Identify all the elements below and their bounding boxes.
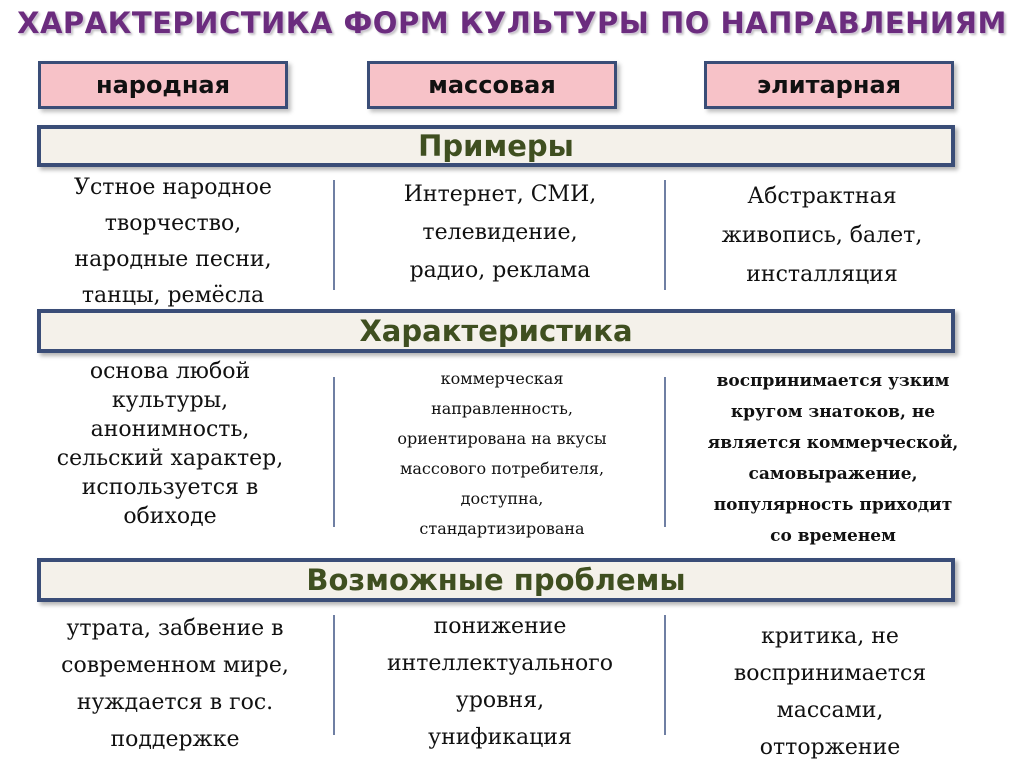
column-divider bbox=[333, 180, 335, 290]
problems-elite: критика, не воспринимается массами, отторжение bbox=[733, 624, 927, 760]
section-heading-problems: Возможные проблемы bbox=[37, 558, 955, 602]
characteristics-elite: воспринимается узким кругом знатоков, не является коммерческой, самовыражение, популярность приходит со временем bbox=[707, 371, 959, 546]
column-divider bbox=[333, 615, 335, 735]
examples-mass: Интернет, СМИ, телевидение, радио, реклама bbox=[403, 182, 597, 283]
page-title: ХАРАКТЕРИСТИКА ФОРМ КУЛЬТУРЫ ПО НАПРАВЛЕНИЯМ bbox=[17, 6, 1007, 40]
column-divider bbox=[333, 377, 335, 527]
category-folk: народная bbox=[38, 61, 288, 109]
problems-mass: понижение интеллектуального уровня, унификация bbox=[386, 614, 614, 750]
category-mass: массовая bbox=[367, 61, 617, 109]
problems-folk: утрата, забвение в современном мире, нуждается в гос. поддержке bbox=[61, 616, 289, 752]
column-divider bbox=[664, 180, 666, 290]
category-elite: элитарная bbox=[704, 61, 954, 109]
column-divider bbox=[664, 377, 666, 527]
column-divider bbox=[664, 615, 666, 735]
section-heading-characteristics: Характеристика bbox=[37, 309, 955, 353]
examples-elite: Абстрактная живопись, балет, инсталляция bbox=[721, 184, 923, 287]
characteristics-mass: коммерческая направленность, ориентирована на вкусы массового потребителя, доступна, стандартизирована bbox=[397, 369, 607, 538]
characteristics-folk: основа любой культуры, анонимность, сельский характер, используется в обиходе bbox=[56, 359, 284, 529]
section-heading-examples: Примеры bbox=[37, 125, 955, 167]
examples-folk: Устное народное творчество, народные песни, танцы, ремёсла bbox=[74, 175, 272, 308]
